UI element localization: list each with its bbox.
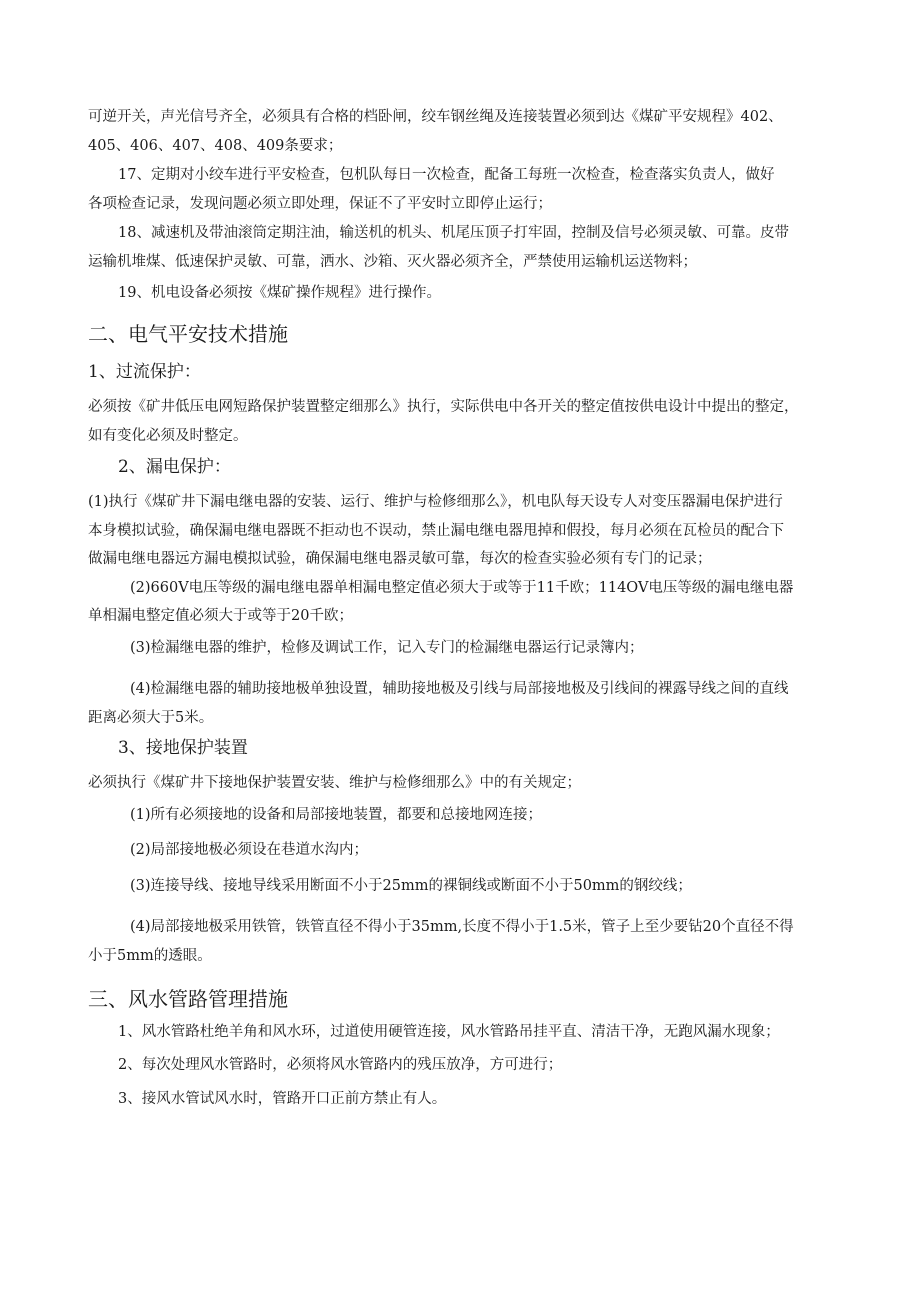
paragraph-line: (2)660V电压等级的漏电继电器单相漏电整定值必须大于或等于11千欧；114OV电压等级的漏电继电器 — [130, 580, 794, 596]
paragraph-line: 必须执行《煤矿井下接地保护装置安装、维护与检修细那么》中的有关规定； — [88, 775, 581, 791]
paragraph-line: 各项检查记录，发现问题必须立即处理，保证不了平安时立即停止运行； — [88, 196, 552, 212]
section-heading: 三、风水管路管理措施 — [88, 987, 288, 1011]
paragraph-line: (3)检漏继电器的维护，检修及调试工作，记入专门的检漏继电器运行记录簿内； — [130, 640, 644, 656]
paragraph-line: 17、定期对小绞车进行平安检查，包机队每日一次检查，配备工每班一次检查，检查落实负责人，做好 — [118, 167, 775, 183]
paragraph-line: 19、机电设备必须按《煤矿操作规程》进行操作。 — [118, 285, 441, 301]
subsection-heading: 1、过流保护： — [88, 362, 201, 382]
paragraph-line: 可逆开关，声光信号齐全，必须具有合格的档卧闸，绞车钢丝绳及连接装置必须到达《煤矿平安规程》402、 — [88, 109, 783, 125]
paragraph-line: 如有变化必须及时整定。 — [88, 428, 248, 444]
paragraph-line: (1)所有必须接地的设备和局部接地装置，都要和总接地网连接； — [130, 807, 543, 823]
paragraph-line: 必须按《矿井低压电网短路保护装置整定细那么》执行，实际供电中各开关的整定值按供电设计中提出的整定， — [88, 399, 799, 415]
paragraph-line: 单相漏电整定值必须大于或等于20千欧； — [88, 608, 353, 624]
paragraph-line: 405、406、407、408、409条要求； — [88, 138, 343, 154]
subsection-heading: 2、漏电保护： — [118, 457, 231, 477]
subsection-heading: 3、接地保护装置 — [118, 738, 248, 758]
paragraph-line: (4)检漏继电器的辅助接地极单独设置，辅助接地极及引线与局部接地极及引线间的裸露导线之间的直线 — [130, 681, 789, 697]
section-heading: 二、电气平安技术措施 — [88, 322, 288, 346]
paragraph-line: 做漏电继电器远方漏电模拟试验，确保漏电继电器灵敏可靠，每次的检查实验必须有专门的记录； — [88, 551, 712, 567]
paragraph-line: (4)局部接地极采用铁管，铁管直径不得小于35mm,长度不得小于1.5米，管子上至少要钻20个直径不得 — [130, 919, 794, 935]
paragraph-line: 距离必须大于5米。 — [88, 710, 214, 726]
paragraph-line: (2)局部接地极必须设在巷道水沟内； — [130, 842, 369, 858]
paragraph-line: 本身模拟试验，确保漏电继电器既不拒动也不误动，禁止漏电继电器甩掉和假投，每月必须在瓦检员的配合下 — [88, 523, 784, 539]
paragraph-line: (1)执行《煤矿井下漏电继电器的安装、运行、维护与检修细那么》，机电队每天设专人对变压器漏电保护进行 — [88, 494, 783, 510]
paragraph-line: 运输机堆煤、低速保护灵敏、可靠，洒水、沙箱、灭火器必须齐全，严禁使用运输机运送物料； — [88, 254, 697, 270]
paragraph-line: 1、风水管路杜绝羊角和风水环，过道使用硬管连接，风水管路吊挂平直、清洁干净，无跑风漏水现象； — [118, 1024, 780, 1040]
paragraph-line: 小于5mm的透眼。 — [88, 948, 212, 964]
paragraph-line: (3)连接导线、接地导线采用断面不小于25mm的裸铜线或断面不小于50mm的钢绞线； — [130, 878, 692, 894]
paragraph-line: 3、接风水管试风水时，管路开口正前方禁止有人。 — [118, 1091, 447, 1107]
paragraph-line: 18、减速机及带油滚筒定期注油，输送机的机头、机尾压顶子打牢固，控制及信号必须灵敏、可靠。皮带 — [118, 225, 789, 241]
paragraph-line: 2、每次处理风水管路时，必须将风水管路内的残压放净，方可进行； — [118, 1057, 563, 1073]
